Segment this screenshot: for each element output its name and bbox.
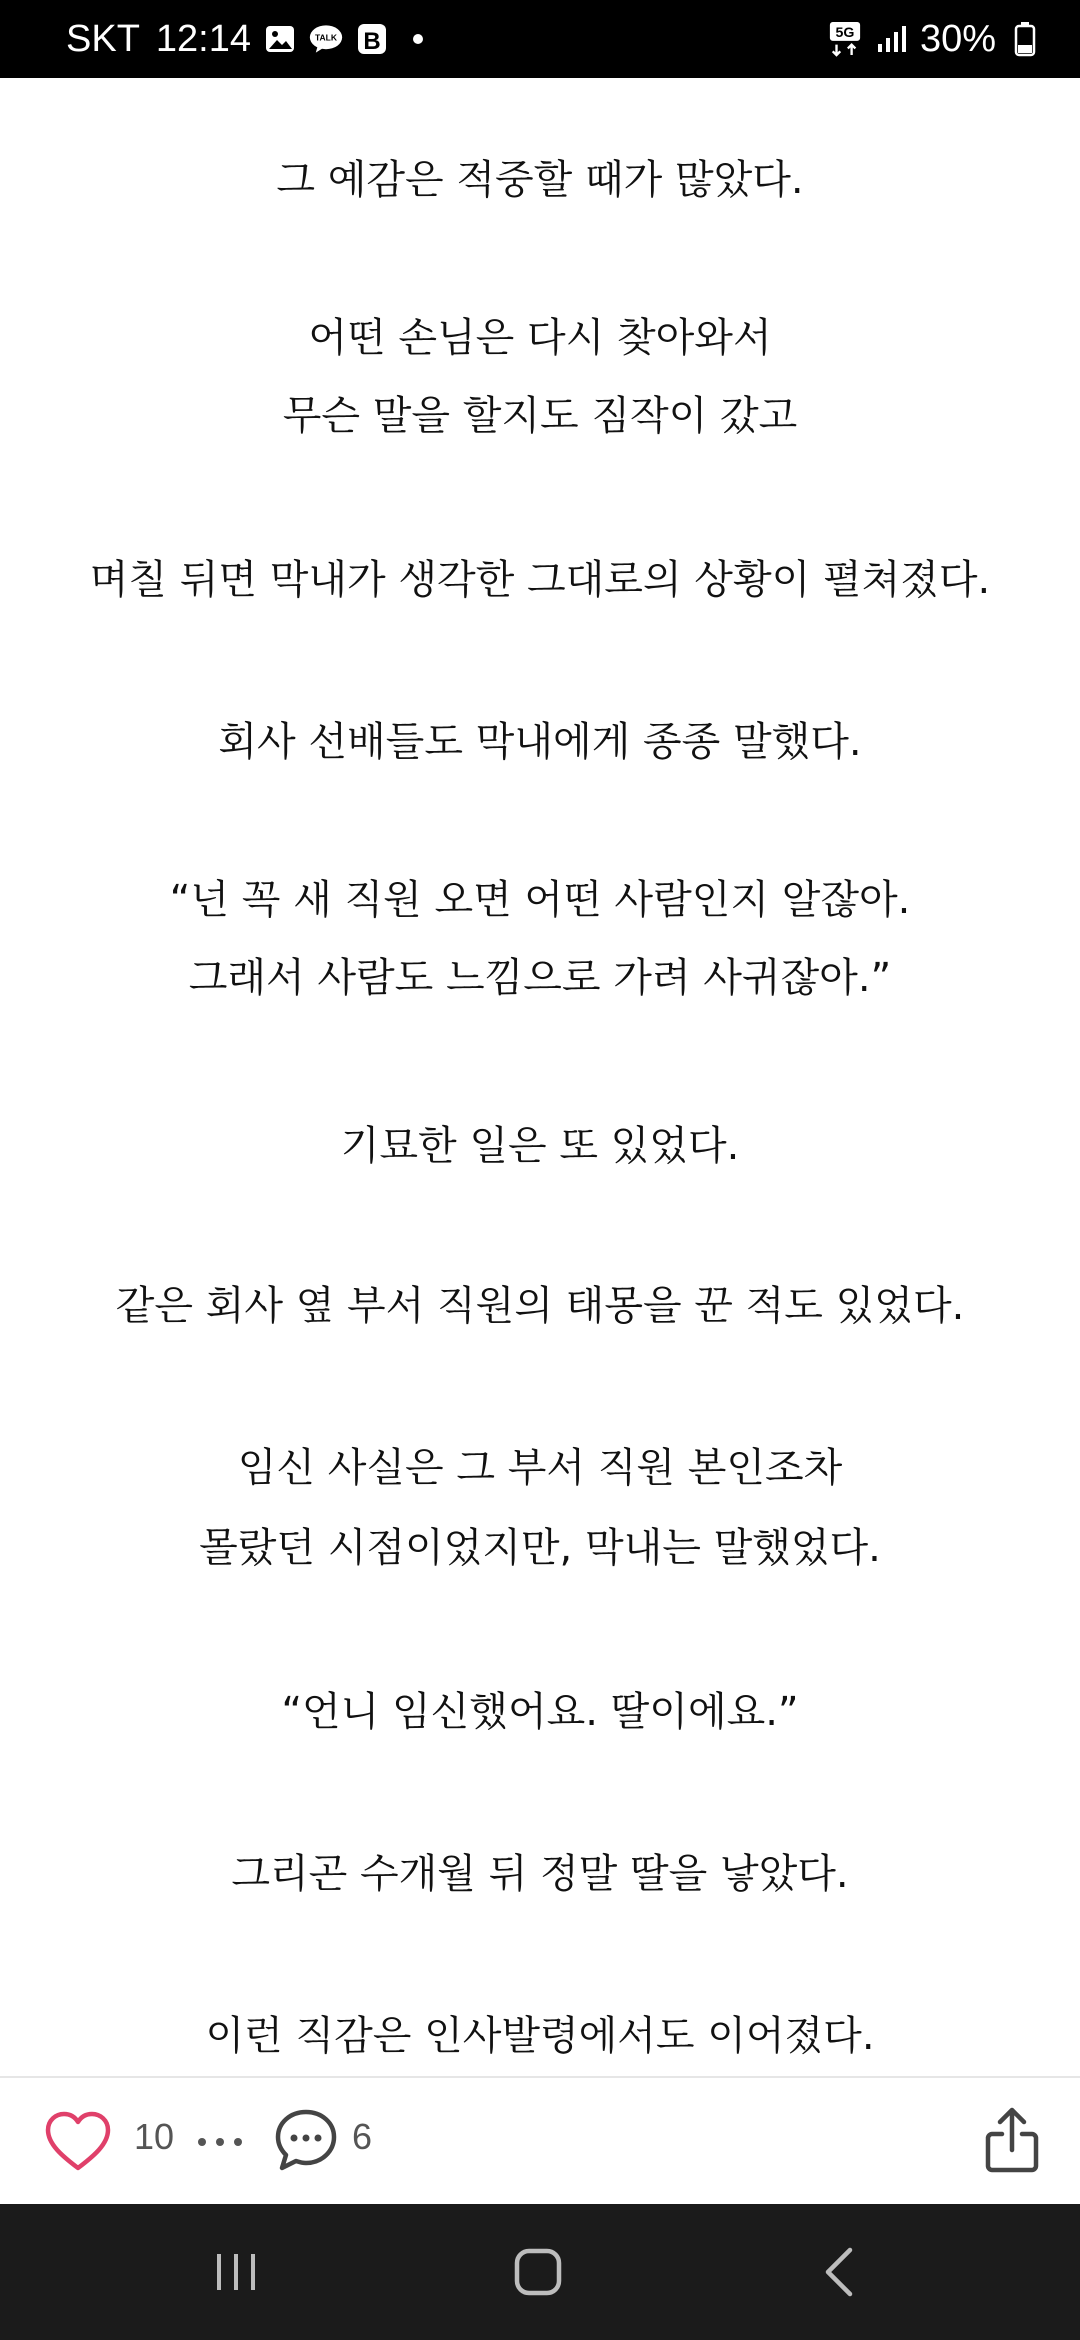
svg-text:5G: 5G (835, 25, 855, 42)
article-content (0, 78, 1080, 2076)
article-line: 그리곤 수개월 뒤 정말 딸을 낳았다. (231, 1851, 849, 1897)
carrier-label: SKT (66, 17, 140, 60)
clock: 12:14 (155, 17, 251, 60)
network-5g-icon (828, 22, 862, 56)
svg-text:TALK: TALK (314, 32, 338, 43)
article-line: 회사 선배들도 막내에게 종종 말했다. (218, 719, 862, 765)
home-button[interactable] (498, 2238, 578, 2306)
article-line: 무슨 말을 할지도 짐작이 갔고 (282, 393, 798, 439)
signal-strength-icon (874, 22, 908, 56)
more-notifications-dot-icon (401, 22, 435, 56)
article-line: 임신 사실은 그 부서 직원 본인조차 (237, 1445, 843, 1491)
post-action-bar (0, 2076, 1080, 2204)
article-line: 몰랐던 시점이었지만, 막내는 말했었다. (199, 1525, 881, 1571)
article-line: “넌 꼭 새 직원 오면 어떤 사람인지 알잖아. (169, 877, 911, 923)
article-line: “언니 임신했어요. 딸이에요.” (281, 1689, 799, 1735)
article-line: 기묘한 일은 또 있었다. (340, 1123, 740, 1169)
home-icon (513, 2247, 563, 2297)
article-line: 같은 회사 옆 부서 직원의 태몽을 꾼 적도 있었다. (115, 1283, 965, 1329)
recent-apps-button[interactable] (196, 2238, 276, 2306)
article-line: 그 예감은 적중할 때가 많았다. (276, 157, 804, 203)
status-bar (0, 0, 1080, 78)
article-line: 그래서 사람도 느낌으로 가려 사귀잖아.” (188, 955, 892, 1001)
band-notification-icon (355, 22, 389, 56)
battery-percent: 30% (919, 17, 996, 60)
article-line: 이런 직감은 인사발령에서도 이어졌다. (205, 2013, 875, 2059)
more-options-icon[interactable] (192, 2122, 248, 2162)
share-icon[interactable] (982, 2104, 1042, 2176)
status-left (66, 0, 435, 78)
system-navigation-bar (0, 2204, 1080, 2340)
battery-icon (1008, 22, 1042, 56)
kakaotalk-notification-icon (309, 22, 343, 56)
comment-icon[interactable] (272, 2106, 340, 2174)
comment-count: 6 (352, 2116, 373, 2157)
like-count: 10 (134, 2116, 175, 2157)
back-button[interactable] (800, 2238, 880, 2306)
gallery-notification-icon (263, 22, 297, 56)
article-line: 며칠 뒤면 막내가 생각한 그대로의 상황이 펼쳐졌다. (89, 557, 991, 603)
status-right (828, 0, 1042, 78)
heart-icon[interactable] (42, 2110, 114, 2174)
svg-text:B: B (363, 28, 381, 55)
article-line: 어떤 손님은 다시 찾아와서 (308, 315, 772, 361)
back-icon (820, 2246, 860, 2298)
recent-apps-icon (211, 2250, 261, 2294)
